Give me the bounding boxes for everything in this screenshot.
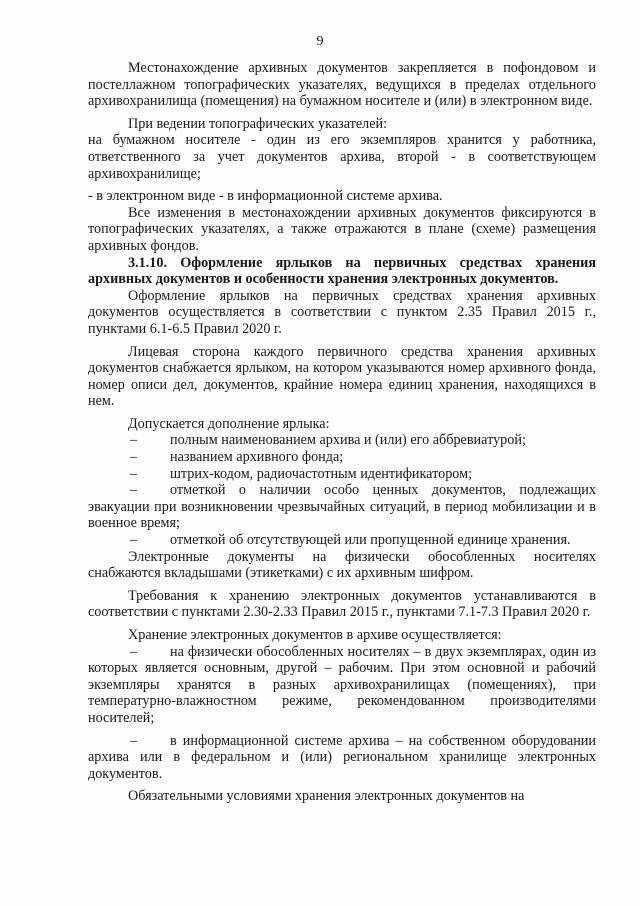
list-dash: – (130, 482, 138, 499)
page-number: 9 (316, 34, 324, 49)
paragraph-changes: Все изменения в местонахождении архивных документов фиксируются в топографических указателях, а также отражаются в плане (схеме) размещения архивных фондов. (88, 204, 596, 254)
list-item (88, 432, 596, 449)
paragraph-labels-regulation: Оформление ярлыков на первичных средствах хранения архивных документов осуществляется в соответствии с пунктом 2.35 Правил 2015 г., пунктами 6.1-6.5 Правил 2020 г. (88, 287, 596, 337)
list-item-text: названием архивного фонда; (170, 449, 344, 466)
list-dash: – (130, 449, 138, 466)
section-heading: 3.1.10. Оформление ярлыков на первичных средствах хранения архивных документов и особенности хранения электронных документов. (88, 254, 596, 288)
paragraph-label-additions: Допускается дополнение ярлыка: (128, 415, 330, 432)
list-dash: – (130, 432, 138, 449)
paragraph-front-side: Лицевая сторона каждого первичного средства хранения архивных документов снабжается ярлыком, на котором указываются номер архивного фонда, номер описи дел, документов, крайние номера единиц хранения, находящихся в нем. (88, 343, 596, 410)
paragraph-topographic-intro: При ведении топографических указателей: (128, 115, 388, 132)
paragraph-mandatory-conditions: Обязательными условиями хранения электронных документов на (128, 788, 525, 805)
paragraph-paper-medium: на бумажном носителе - один из его экземпляров хранится у работника, ответственного за учет документов архива, второй - в соответствующем архивохранилище; (88, 132, 596, 182)
list-dash: – (130, 732, 138, 749)
list-item (88, 466, 596, 483)
paragraph-storage-requirements: Требования к хранению электронных документов устанавливаются в соответствии с пунктами 2.30-2.33 Правил 2015 г., пунктами 7.1-7.3 Правил 2020 г. (88, 587, 596, 621)
paragraph-storage-intro: Хранение электронных документов в архиве осуществляется: (128, 627, 502, 643)
list-item-text: полным наименованием архива и (или) его аббревиатурой; (170, 432, 526, 449)
list-item-text: отметкой об отсутствующей или пропущенной единице хранения. (170, 532, 571, 549)
list-item-text: в информационной системе архива – на собственном оборудовании архива или в федеральном и (или) региональном хранилище электронных документов. (88, 732, 596, 782)
list-item-text: на физически обособленных носителях – в двух экземплярах, один из которых является основным, другой – рабочим. При этом основной и рабочий экземпляры хранятся в разных архивохранилищах (помещениях), при температурно-влажностном режиме, рекомендованном производителями носителей; (88, 643, 596, 726)
list-item (88, 532, 596, 549)
list-dash: – (130, 465, 138, 482)
list-item (88, 733, 596, 783)
list-item-text: отметкой о наличии особо ценных документов, подлежащих эвакуации при возникновении чрезвычайных ситуаций, в период мобилизации и в военное время; (88, 482, 596, 532)
paragraph-electronic-medium: - в электронном виде - в информационной системе архива. (88, 188, 443, 205)
list-dash: – (130, 643, 138, 660)
list-item-text: штрих-кодом, радиочастотным идентификатором; (170, 465, 473, 482)
document-body (88, 60, 596, 805)
list-dash: – (130, 532, 138, 549)
paragraph-location: Местонахождение архивных документов закрепляется в пофондовом и постеллажном топографических указателях, ведущихся в пределах отдельного архивохранилища (помещения) на бумажном носителе и (или) в электронном виде. (88, 60, 596, 110)
list-item (88, 644, 596, 727)
list-item (88, 482, 596, 532)
paragraph-electronic-labels: Электронные документы на физически обособленных носителях снабжаются вкладышами (этикетками) с их архивным шифром. (88, 548, 596, 582)
list-item (88, 449, 596, 466)
